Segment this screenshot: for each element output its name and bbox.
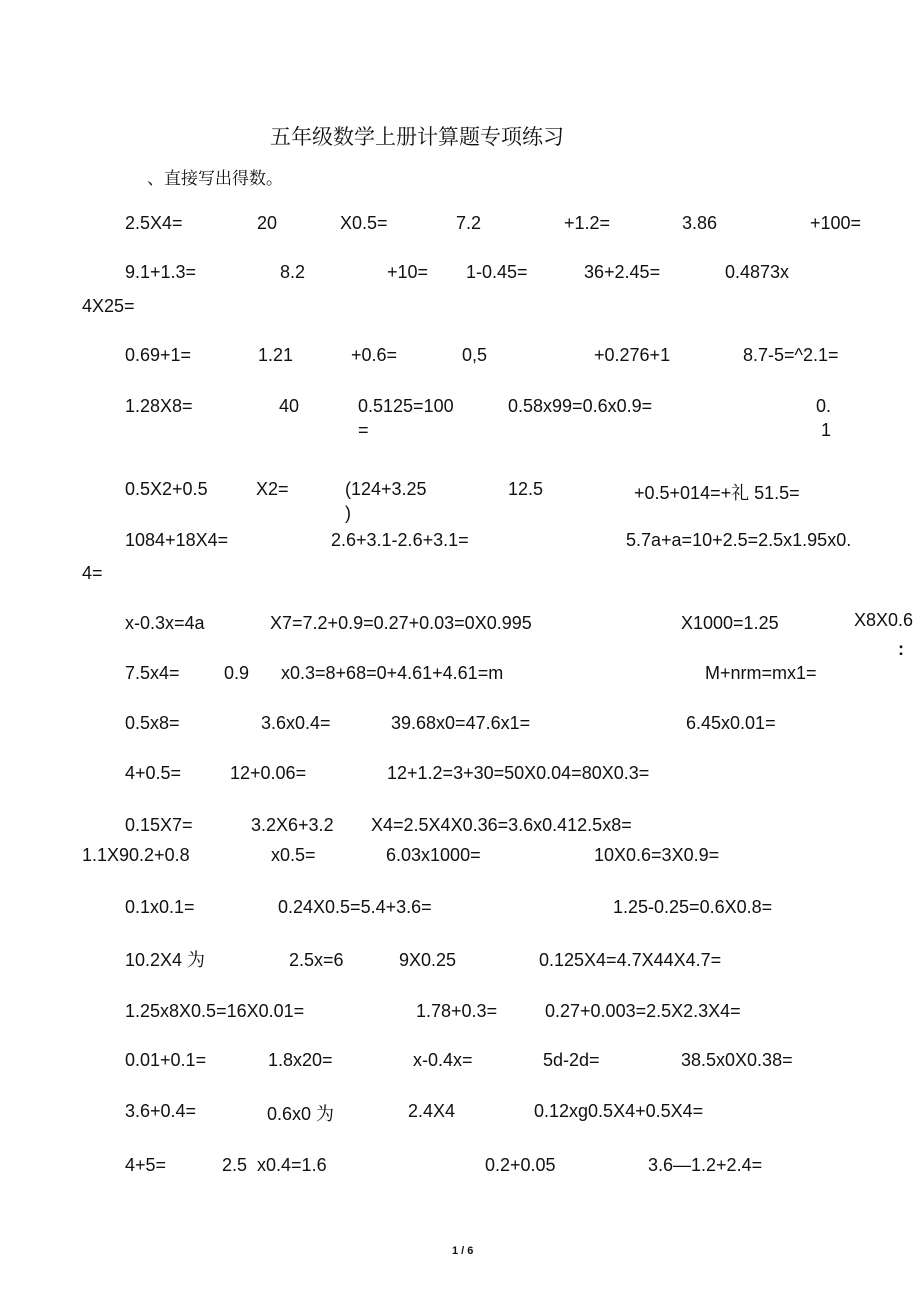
problem-text: 1.78+0.3= [416, 1001, 498, 1021]
problem-text: M+nrm=mx1= [705, 663, 817, 683]
problem-text: 2.6+3.1-2.6+3.1= [331, 530, 469, 550]
problem-text: +1.2= [564, 213, 611, 233]
problem-text: 12+1.2=3+30=50X0.04=80X0.3= [387, 763, 650, 783]
problem-text: 4X25= [82, 296, 135, 316]
problem-text: X1000=1.25 [681, 613, 779, 633]
problem-text: ) [345, 503, 351, 523]
problem-text: 0.58x99=0.6x0.9= [508, 396, 653, 416]
problem-text: 7.5x4= [125, 663, 180, 683]
problem-text: 1.1X90.2+0.8 [82, 845, 190, 865]
problem-text: 0.27+0.003=2.5X2.3X4= [545, 1001, 741, 1021]
problem-text: 9.1+1.3= [125, 262, 197, 282]
problem-text: 1 [821, 420, 832, 440]
problem-text: 39.68x0=47.6x1= [391, 713, 531, 733]
problem-text: 0.5X2+0.5 [125, 479, 208, 499]
problem-text: 1.21 [258, 345, 294, 365]
problem-text: 1.8x20= [268, 1050, 333, 1070]
problem-text: 0. [816, 396, 832, 416]
problem-text: +0.6= [351, 345, 398, 365]
problem-text: : [898, 639, 904, 659]
problem-text: 40 [279, 396, 300, 416]
problem-text: X0.5= [340, 213, 388, 233]
problem-text: 3.86 [682, 213, 718, 233]
problem-text: X7=7.2+0.9=0.27+0.03=0X0.995 [270, 613, 532, 633]
problem-text: 1084+18X4= [125, 530, 229, 550]
problem-text: 4+0.5= [125, 763, 182, 783]
problem-text: 0,5 [462, 345, 488, 365]
problem-text: 1.28X8= [125, 396, 193, 416]
problem-text: 1-0.45= [466, 262, 528, 282]
problem-text: 0.5x8= [125, 713, 180, 733]
problem-text: 0.69+1= [125, 345, 192, 365]
problem-text: 3.6—1.2+2.4= [648, 1155, 763, 1175]
problem-text: 0.15X7= [125, 815, 193, 835]
problem-text: 8.7-5=^2.1= [743, 345, 839, 365]
problem-text: 0.1x0.1= [125, 897, 195, 917]
problem-text: 9X0.25 [399, 950, 457, 970]
page-number: 1 / 6 [452, 1245, 474, 1257]
problem-text: 2.5X4= [125, 213, 183, 233]
problem-text: 0.01+0.1= [125, 1050, 207, 1070]
problem-text: (124+3.25 [345, 479, 427, 499]
problem-text: x-0.4x= [413, 1050, 473, 1070]
problem-text: 2.4X4 [408, 1101, 456, 1121]
problem-text: x0.5= [271, 845, 316, 865]
problem-text: 0.4873x [725, 262, 790, 282]
problem-text: 6.03x1000= [386, 845, 481, 865]
problem-text: 12+0.06= [230, 763, 307, 783]
problem-text: 36+2.45= [584, 262, 661, 282]
problem-text: 0.125X4=4.7X44X4.7= [539, 950, 722, 970]
problem-text: 0.9 [224, 663, 250, 683]
problem-text: 3.2X6+3.2 [251, 815, 334, 835]
problem-text: +100= [810, 213, 862, 233]
section-heading: 、直接写出得数。 [147, 169, 283, 189]
problem-text: +0.276+1 [594, 345, 671, 365]
problem-text: X8X0.6 [854, 610, 914, 630]
problem-text: x0.3=8+68=0+4.61+4.61=m [281, 663, 504, 683]
problem-text: 3.6+0.4= [125, 1101, 197, 1121]
page-title: 五年级数学上册计算题专项练习 [270, 125, 564, 149]
problem-text: 0.12xg0.5X4+0.5X4= [534, 1101, 704, 1121]
problem-text: x-0.3x=4a [125, 613, 205, 633]
problem-text: +10= [387, 262, 429, 282]
problem-text: = [358, 420, 369, 440]
problem-text: 0.2+0.05 [485, 1155, 556, 1175]
problem-text: 20 [257, 213, 278, 233]
problem-text: 0.6x0 为 [267, 1104, 335, 1124]
problem-text: 5d-2d= [543, 1050, 600, 1070]
problem-text: 10.2X4 为 [125, 950, 206, 970]
problem-text: 5.7a+a=10+2.5=2.5x1.95x0. [626, 530, 852, 550]
problem-text: 0.5125=100 [358, 396, 454, 416]
problem-text: X4=2.5X4X0.36=3.6x0.412.5x8= [371, 815, 632, 835]
problem-text: +0.5+014=+礼 51.5= [634, 483, 800, 503]
problem-text: 12.5 [508, 479, 544, 499]
problem-text: 8.2 [280, 262, 306, 282]
problem-text: 4+5= [125, 1155, 167, 1175]
problem-text: 2.5x=6 [289, 950, 344, 970]
problem-text: 1.25-0.25=0.6X0.8= [613, 897, 773, 917]
problem-text: 2.5 x0.4=1.6 [222, 1155, 327, 1175]
problem-text: 38.5x0X0.38= [681, 1050, 793, 1070]
problem-text: X2= [256, 479, 289, 499]
problem-text: 4= [82, 563, 103, 583]
problem-text: 1.25x8X0.5=16X0.01= [125, 1001, 305, 1021]
problem-text: 3.6x0.4= [261, 713, 331, 733]
problem-text: 0.24X0.5=5.4+3.6= [278, 897, 432, 917]
problem-text: 10X0.6=3X0.9= [594, 845, 720, 865]
problem-text: 7.2 [456, 213, 482, 233]
problem-text: 6.45x0.01= [686, 713, 776, 733]
